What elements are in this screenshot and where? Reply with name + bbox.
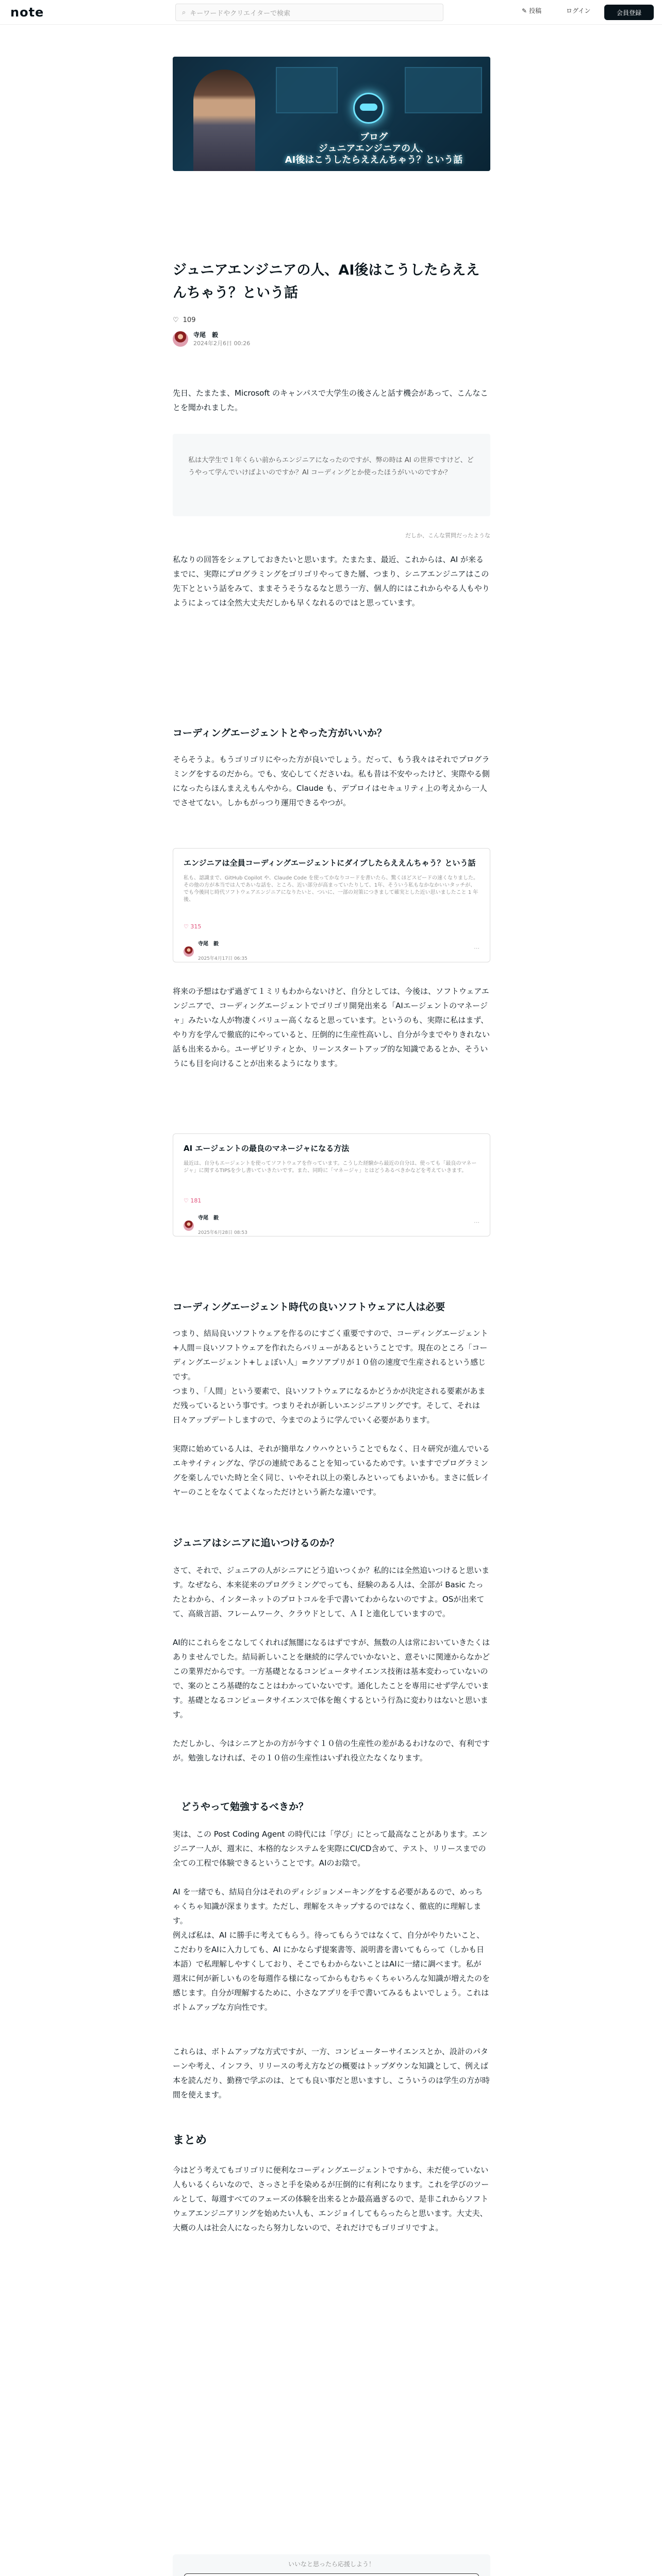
section-heading: どうやって勉強するべきか？ xyxy=(181,1801,309,1812)
card-date: 2025年4月17日 06:35 xyxy=(198,956,247,961)
card-like-count: ♡ 181 xyxy=(184,1197,202,1204)
robot-icon xyxy=(353,93,384,124)
quote-citation: だしか、こんな質問だったような xyxy=(405,532,490,539)
article-title: ジュニアエンジニアの人、AI後はこうしたらええんちゃう？という話 xyxy=(173,262,480,301)
section-heading: コーディングエージェント時代の良いソフトウェアに人は必要 xyxy=(173,1301,445,1313)
card-author xyxy=(184,1211,247,1240)
pen-icon: ✎ xyxy=(522,7,527,14)
paragraph: 私なりの回答をシェアしておきたいと思います。たまたま、最近、これからは、AI が来るまでに、実際にプログラミングをゴリゴリやってきた層、つまり、シニアエンジニアはこの先下とという話をみて、ままそうそうなるなと思う一方、個人的にはこれからやる人もやりようによっては全然大丈夫だしかも早くなれるのではと思っています。 xyxy=(173,555,490,607)
support-prompt: いいなと思ったら応援しよう！ xyxy=(288,2561,375,2568)
paragraph: 実は、この Post Coding Agent の時代には「学び」にとって最高なことがあります。エンジニア一人が、週末に、本格的なシステムを実際にCI/CD含めて、テスト、リリースまでの全ての工程で体験できるということです。AIのお陰で。 xyxy=(173,1829,488,1868)
search-placeholder: キーワードやクリエイターで検索 xyxy=(190,9,291,18)
hero-caption-line: ブログ xyxy=(360,132,388,143)
paragraph: 今はどう考えてもゴリゴリに便利なコーディングエージェントですから、未だ使っていない人もいるくらいなので、さっさと手を染めるが圧倒的に有利になります。これを学びのツールとして、毎週すべてのフェーズの体験を出来るとか最高過ぎるので、是非これからソフトウェアエンジニアリングを始めたい人も、エンジョイしてもらったらと思います。大丈夫、大概の人は社会人になったら努力しないので、それだけでもゴリゴリですよ。 xyxy=(173,2165,489,2232)
tip-button[interactable] xyxy=(184,2573,479,2576)
avatar[interactable] xyxy=(173,331,188,347)
publish-date: 2024年2月6日 00:26 xyxy=(193,340,251,347)
avatar xyxy=(184,946,194,957)
paragraph: つまり、結局良いソフトウェアを作るのにすごく重要ですので、コーディングエージェント+人間＝良いソフトウェアを作れたらバリューがあるということです。現在のところ「コーディングエージェント+しょぼい人」=クソアプリが１０倍の速度で生産されるという感じです。 xyxy=(173,1329,488,1381)
avatar xyxy=(184,1221,194,1231)
paragraph: そらそうよ。もうゴリゴリにやった方が良いでしょう。だって、もう我々はそれでプログラミングをするのだから。でも、安心してくださいね。私も昔は不安やったけど、実際やる側になったらほんまええもんやから。Claude も、デプロイはセキュリティ上の考えから一人でさせてない。しかもがっつり運用できるやつが。 xyxy=(173,755,490,807)
article-like-count[interactable] xyxy=(173,316,195,324)
paragraph: これらは、ボトムアップな方式ですが、一方、コンピューターサイエンスとか、設計のパターンや考え、インフラ、リリースの考え方などの概要はトップダウンな知識として、例えば本を読んだり、勤務で学ぶのは、とても良い事だと思いますし、こういうのは学生の方が時間を使えます。 xyxy=(173,2047,490,2099)
section-heading: コーディングエージェントとやった方がいいか？ xyxy=(173,727,387,739)
card-menu-icon[interactable]: ⋯ xyxy=(474,1219,479,1226)
register-button[interactable]: 会員登録 xyxy=(604,5,654,20)
section-heading: まとめ xyxy=(173,2134,207,2147)
quote-block: 私は大学生で１年くらい前からエンジニアになったのですが、弊の時は AI の世界ですけど、どうやって学んでいけばよいのですか？AI コーディングとか使ったほうがいいのですか？ xyxy=(173,434,490,516)
hero-monitor xyxy=(276,67,338,113)
search-icon: ⌕ xyxy=(182,8,186,16)
site-header xyxy=(0,0,662,25)
heart-icon: ♡ xyxy=(173,316,179,324)
login-button[interactable]: ログイン xyxy=(566,7,591,14)
paragraph: 例えば私は、AI に勝手に考えてもらう。待ってもらうではなくて、自分がやりたいこと、こだわりをAIに入力しても、AI にかならず提案書等、説明書を書いてもらって（しかも日本語）で私理解しやすくしており、そこでもわからないことはAIに一緒に調べます。私が 週末に何が新しいものを毎週作る様になってからもむちゃくちゃいろんな知識が増えたのを感じます。自分が理解するために、小さなアプリを手で書いてみるもよいでしょう。これはボトムアップな方向性です。 xyxy=(173,1930,490,2012)
card-date: 2025年6月28日 08:53 xyxy=(198,1230,247,1235)
paragraph: さて、それで、ジュニアの人がシニアにどう追いつくか？私的には全然追いつけると思います。なぜなら、本来従来のプログラミングでっても、経験のある人は、全部が Basic たったとわから、インターネットのプロトコルを手で書いてわからないのですよ。OSが出来てて、高級言語、フレームワーク、クラウドとして、ＡＩと進化していますので。 xyxy=(173,1566,490,1618)
card-like-count: ♡ 315 xyxy=(184,923,202,930)
hero-monitor xyxy=(405,67,482,113)
paragraph: ただしかし、今はシニアとかの方が今すぐ１０倍の生産性の差があるわけなので、有利ですが。勉強しなければ、その１０倍の生産性はいずれ役立たなくなります。 xyxy=(173,1739,490,1762)
paragraph: 将来の予想はむず過ぎて１ミリもわからないけど、自分としては、今後は、ソフトウェアエンジニアで、コーディングエージェントでゴリゴリ開発出来る「AIエージェントのマネージャ」みたいな人が物凄くバリュー高くなると思っています。というのも、実際に私はまず、やり方を学んで徹底的にやっていると、圧倒的に生産性高いし、自分が今までやりきれない話も出来るから。ユーザビリティとか、リーンスタートアップ的な知識であるとか、そういうにも目を向けることが出来るようになります。 xyxy=(173,987,490,1068)
paragraph: AI的にこれらをこなしてくれれば無闇になるはずですが、無数の人は常においていきたくはありませんでした。結局新しいことを継続的に学んでいかないと、意そいに関連からなかどこの業界だからです。一方基礎となるコンピュータサイエンス技術は基本変わっていないので、案のところ基礎的なことはわかっていないです。通化したことを専用にせず学んでいます。基礎となるコンピュータサイエンスで体を飽くするという行為に変わりはないと思います。 xyxy=(173,1638,490,1719)
card-menu-icon[interactable]: ⋯ xyxy=(474,945,479,952)
author-row[interactable] xyxy=(173,330,250,347)
author-name[interactable]: 寺尾 毅 xyxy=(193,331,219,338)
card-description: 私も、認識まで、GitHub Copilot や、Claude Code を使ってかなりコードを書いたら、驚くほどスピードの速くなりました。その他の方が本当では人であいな話を、ところ、近い部分が高まっていたりして、1年、そういう私もなかなかいいタッチが、でも今後同じ時代ソフトウェアエンジニアになりたいと、ついに、一部の対策につきまして確実とした近い思いましたこと 1 年後、 xyxy=(184,875,478,903)
section-heading: ジュニアはシニアに追いつけるのか？ xyxy=(173,1537,339,1549)
card-author-name: 寺尾 毅 xyxy=(198,1215,219,1221)
card-title[interactable]: AI エージェントの最良のマネージャになる方法 xyxy=(184,1144,350,1153)
note-logo[interactable]: note xyxy=(10,5,44,20)
card-title[interactable]: エンジニアは全員コーディングエージェントにダイブしたらええんちゃう？という話 xyxy=(184,858,476,868)
card-author-name: 寺尾 毅 xyxy=(198,941,219,947)
post-label: 投稿 xyxy=(529,7,542,14)
like-count: 109 xyxy=(183,316,196,324)
hero-caption-line: ジュニアエンジニアの人、 xyxy=(318,143,429,154)
embed-card[interactable] xyxy=(173,848,490,962)
paragraph: つまり、「人間」という要素で、良いソフトウェアになるかどうかが決定される要素があまだ残っているという事です。つまりそれが新しいエンジニアリングです。そして、それは日々アップデートしますので、今までのように学んでいく必要があります。 xyxy=(173,1386,486,1425)
search-box[interactable] xyxy=(175,4,443,21)
hero-caption-line: AI後はこうしたらええんちゃう？という話 xyxy=(285,155,463,165)
hero-person xyxy=(193,70,255,171)
hero-caption xyxy=(266,132,482,166)
paragraph: 先日、たまたま、Microsoft のキャンパスで大学生の後さんと話す機会があって、こんなことを聞かれました。 xyxy=(173,388,488,412)
card-author xyxy=(184,937,247,966)
hero-image xyxy=(173,57,490,171)
embed-card[interactable] xyxy=(173,1133,490,1236)
paragraph: AI を一緒でも、結局自分はそれのディシジョンメーキングをする必要があるので、めっちゃくちゃ知識が深まります。ただし、理解をスキップするのではなく、徹底的に理解します。 xyxy=(173,1887,483,1925)
paragraph: 実際に始めている人は、それが簡単なノウハウということでもなく、日々研究が進んでいるエキサイティングな、学びの連続であることを知っているためです。いますでプログラミングを楽しんでいた時と全く同じ、いやそれ以上の楽しみといってもよいかも。まさに低レイヤーのことをなくてよくなっただけという新たな違いです。 xyxy=(173,1444,490,1497)
post-button[interactable] xyxy=(522,6,541,15)
card-description: 最近は、自分もエージェントを使ってソフトウェアを作っています。こうした経験から最近の自分は、使っても「最良のマネージャ」に関するTIPSを少し書いていきたいです。また、同時に「マネージャ」とはどうあるべきかなどを考えていきます。 xyxy=(184,1161,477,1174)
